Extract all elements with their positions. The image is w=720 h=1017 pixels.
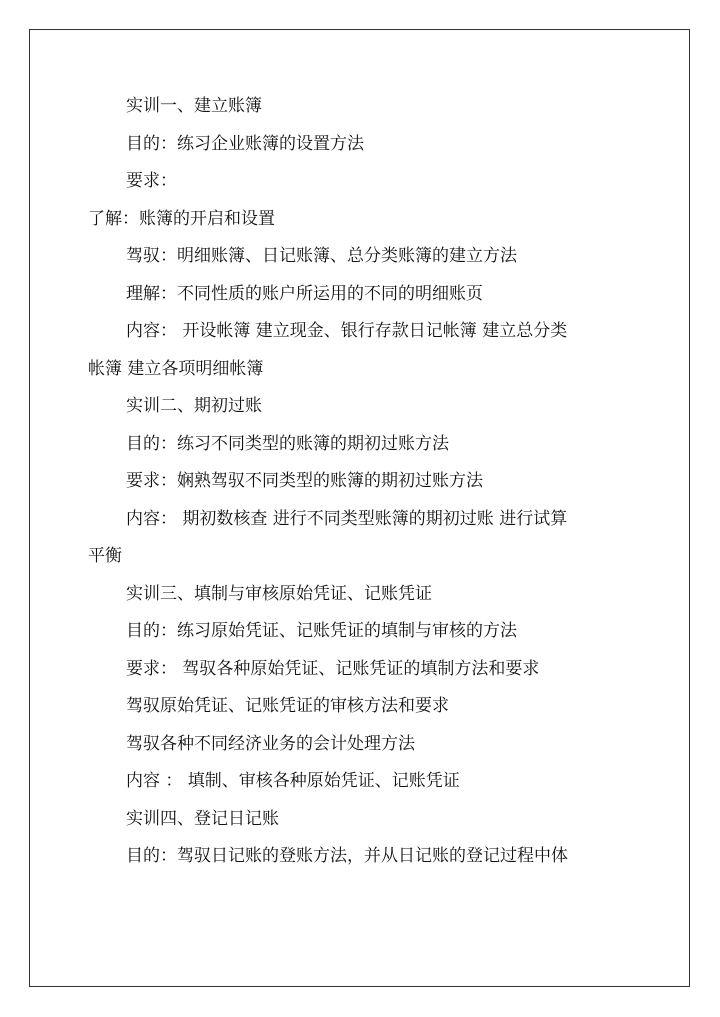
content-line-1-cont: 帐簿 建立各项明细帐簿 <box>88 358 264 379</box>
requirement-master: 驾驭：明细账簿、日记账簿、总分类账簿的建立方法 <box>126 246 517 266</box>
requirement-understand: 了解：账簿的开启和设置 <box>88 208 275 229</box>
section-heading-4: 实训四、登记日记账 <box>126 808 279 829</box>
content-line-2: 内容： 期初数核查 进行不同类型账簿的期初过账 进行试算 <box>126 508 568 529</box>
section-heading-3: 实训三、填制与审核原始凭证、记账凭证 <box>126 583 432 604</box>
document-body <box>88 88 636 876</box>
requirement-line-3: 要求： 驾驭各种原始凭证、记账凭证的填制方法和要求 <box>126 658 540 679</box>
requirement-comprehend: 理解：不同性质的账户所运用的不同的明细账页 <box>126 283 483 304</box>
requirement-line-2: 要求：娴熟驾驭不同类型的账簿的期初过账方法 <box>126 471 483 491</box>
content-line-3: 内容 ： 填制、审核各种原始凭证、记账凭证 <box>126 771 460 791</box>
content-line-1: 内容： 开设帐簿 建立现金、银行存款日记帐簿 建立总分类 <box>126 321 568 341</box>
requirement-label-1: 要求： <box>126 171 177 191</box>
section-heading-2: 实训二、期初过账 <box>126 396 262 416</box>
requirement-line-3c: 驾驭各种不同经济业务的会计处理方法 <box>126 733 415 754</box>
content-line-2-cont: 平衡 <box>88 546 122 566</box>
requirement-line-3b: 驾驭原始凭证、记账凭证的审核方法和要求 <box>126 696 449 716</box>
purpose-line-3: 目的：练习原始凭证、记账凭证的填制与审核的方法 <box>126 621 517 641</box>
purpose-line-4: 目的：驾驭日记账的登账方法，并从日记账的登记过程中体 <box>126 846 568 866</box>
purpose-line-2: 目的：练习不同类型的账簿的期初过账方法 <box>126 433 449 454</box>
section-heading-1: 实训一、建立账簿 <box>126 96 262 116</box>
purpose-line-1: 目的：练习企业账簿的设置方法 <box>126 133 364 154</box>
